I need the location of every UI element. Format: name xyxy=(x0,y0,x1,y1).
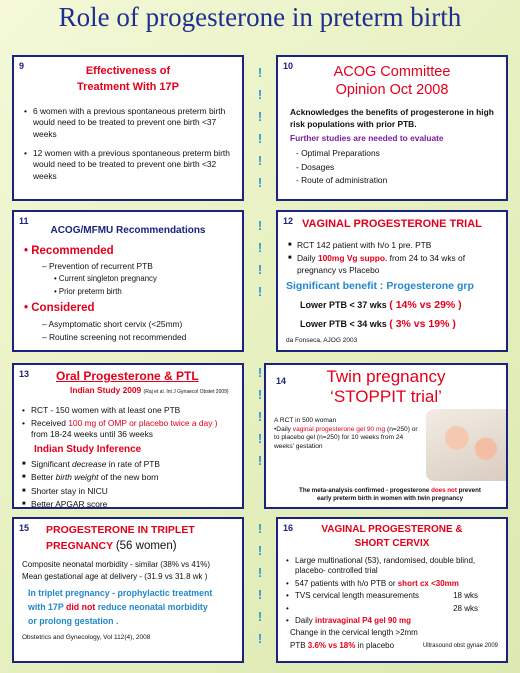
card-text: Acknowledges the benefits of progesterone in high risk populations with prior PTB. xyxy=(290,107,494,129)
card-heading: VAGINAL PROGESTERONE & xyxy=(321,524,463,535)
reference: da Fonseca, AJOG 2003 xyxy=(286,337,358,345)
divider-bottom: ! ! ! ! ! ! xyxy=(257,521,263,646)
card-oral-progesterone xyxy=(12,363,244,509)
list-item: • RCT - 150 women with at least one PTB xyxy=(22,405,236,416)
list-item: ■ RCT 142 patient with h/o 1 pre. PTB xyxy=(288,240,498,251)
card-text-highlight: In triplet pregnancy - prophylactic treatment xyxy=(28,588,213,599)
divider-mid: ! ! ! ! xyxy=(257,218,263,299)
list-item: ■ Daily 100mg Vg suppo. from 24 to 34 wks of pregnancy vs Placebo xyxy=(288,253,498,276)
list-item: • TVS cervical length measurements 18 wks xyxy=(286,591,500,601)
card-number: 15 xyxy=(19,523,30,533)
card-heading: ACOG/MFMU Recommendations xyxy=(50,225,206,236)
card-heading: Treatment With 17P xyxy=(77,80,179,93)
twin-babies-photo xyxy=(426,409,508,481)
reference: Ultrasound obst gynae 2009 xyxy=(422,643,498,650)
list-item: – Routine screening not recommended xyxy=(42,332,187,343)
card-heading: PREGNANCY (56 women) xyxy=(46,540,177,553)
card-text-highlight: Further studies are needed to evaluate xyxy=(290,132,444,143)
card-vaginal-progesterone-trial xyxy=(276,210,508,352)
result-line: Lower PTB < 34 wks ( 3% vs 19% ) xyxy=(300,318,456,331)
card-number: 12 xyxy=(283,216,294,226)
card-text-highlight: Significant benefit : Progesterone grp xyxy=(286,279,474,292)
card-heading: PROGESTERONE IN TRIPLET xyxy=(46,524,195,536)
card-text: Mean gestational age at delivery - (31.9 vs 31.8 wk ) xyxy=(22,571,208,581)
card-number: 11 xyxy=(19,216,29,226)
list-item: – Asymptomatic short cervix (<25mm) xyxy=(42,318,183,329)
section-heading: • Recommended xyxy=(24,244,114,257)
section-heading: • Considered xyxy=(24,302,95,315)
card-number: 9 xyxy=(19,61,25,71)
list-item: - Route of administration xyxy=(296,175,388,186)
reference: Obstetrics and Gynecology, Vol 112(4), 2008 xyxy=(22,634,151,642)
list-item: • 12 women with a previous spontaneous preterm birth would need to be treated to prevent one birth <32 weeks xyxy=(24,148,234,182)
list-item: • Current singleton pregnancy xyxy=(54,274,157,284)
card-heading: Oral Progesterone & PTL xyxy=(56,369,199,383)
list-item: • Daily intravaginal P4 gel 90 mg xyxy=(286,616,500,626)
result-line: Lower PTB < 37 wks ( 14% vs 29% ) xyxy=(300,299,462,312)
list-item: • Large multinational (53), randomised, double blind, placebo- controlled trial xyxy=(286,556,500,577)
list-item: ■ Better birth weight of the new born xyxy=(22,472,236,483)
list-item: - Optimal Preparations xyxy=(296,148,380,159)
list-item: • Prior preterm birth xyxy=(54,286,122,296)
card-effectiveness-17p xyxy=(12,55,244,201)
list-item: • 6 women with a previous spontaneous preterm birth would need to be treated to prevent one birth <37 weeks xyxy=(24,106,234,140)
card-number: 13 xyxy=(19,369,30,379)
card-number: 10 xyxy=(283,61,294,71)
section-heading: Indian Study Inference xyxy=(34,443,142,455)
card-text-highlight: with 17P did not reduce neonatal morbidity xyxy=(28,602,208,613)
card-heading: Effectiveness of xyxy=(85,65,171,77)
card-acog-opinion xyxy=(276,55,508,201)
divider-top: ! ! ! ! ! ! xyxy=(257,65,263,190)
card-heading: SHORT CERVIX xyxy=(354,538,430,549)
card-text: The meta-analysis confirmed - progesterone does not prevent early preterm birth in women with twin pregnancy xyxy=(299,487,481,503)
list-item: - Dosages xyxy=(296,161,335,172)
card-heading: Opinion Oct 2008 xyxy=(335,82,449,99)
card-number: 14 xyxy=(276,376,287,386)
card-triplet-pregnancy xyxy=(12,517,244,663)
card-heading: ACOG Committee xyxy=(333,64,451,80)
list-item: – Prevention of recurrent PTB xyxy=(42,261,153,272)
card-text: Composite neonatal morbidity - similar (38% vs 41%) xyxy=(22,559,211,569)
card-number: 16 xyxy=(283,523,294,533)
page-title: Role of progesterone in preterm birth xyxy=(58,2,462,32)
card-acog-mfmu xyxy=(12,210,244,352)
list-item: ■ Significant decrease in rate of PTB xyxy=(22,459,236,470)
card-text: A RCT in 500 woman xyxy=(274,417,337,424)
list-item: • 547 patients with h/o PTB or short cx <30mm xyxy=(286,579,500,589)
divider-low: ! ! ! ! ! xyxy=(257,365,263,468)
list-item: ■ Better APGAR score xyxy=(22,499,236,509)
card-subheading: Indian Study 2009 (Raj et al. Int J Gynaecol Obstet 2009) xyxy=(70,385,229,396)
list-item: ■ Shorter stay in NICU xyxy=(22,486,236,497)
card-heading: Twin pregnancy xyxy=(326,367,446,386)
card-heading: ‘STOPPIT trial’ xyxy=(330,387,442,407)
list-item: • 28 wks xyxy=(286,604,500,614)
card-twin-pregnancy xyxy=(264,363,508,509)
card-heading: VAGINAL PROGESTERONE TRIAL xyxy=(302,218,482,230)
card-vaginal-progesterone-short-cervix xyxy=(276,517,508,663)
card-text: Change in the cervical length >2mm xyxy=(290,628,418,638)
card-text: PTB 3.6% vs 18% in placebo Ultrasound obst gynae 2009 xyxy=(290,641,498,651)
card-text: •Daily vaginal progesterone gel 90 mg (n=250) or to placebo gel (n=250) for 10 weeks from 24 weeks' gestation xyxy=(274,425,418,450)
card-text-highlight: or prolong gestation . xyxy=(28,615,119,626)
list-item: • Received 100 mg of OMP or placebo twice a day ) from 18-24 weeks until 36 weeks xyxy=(22,418,236,441)
